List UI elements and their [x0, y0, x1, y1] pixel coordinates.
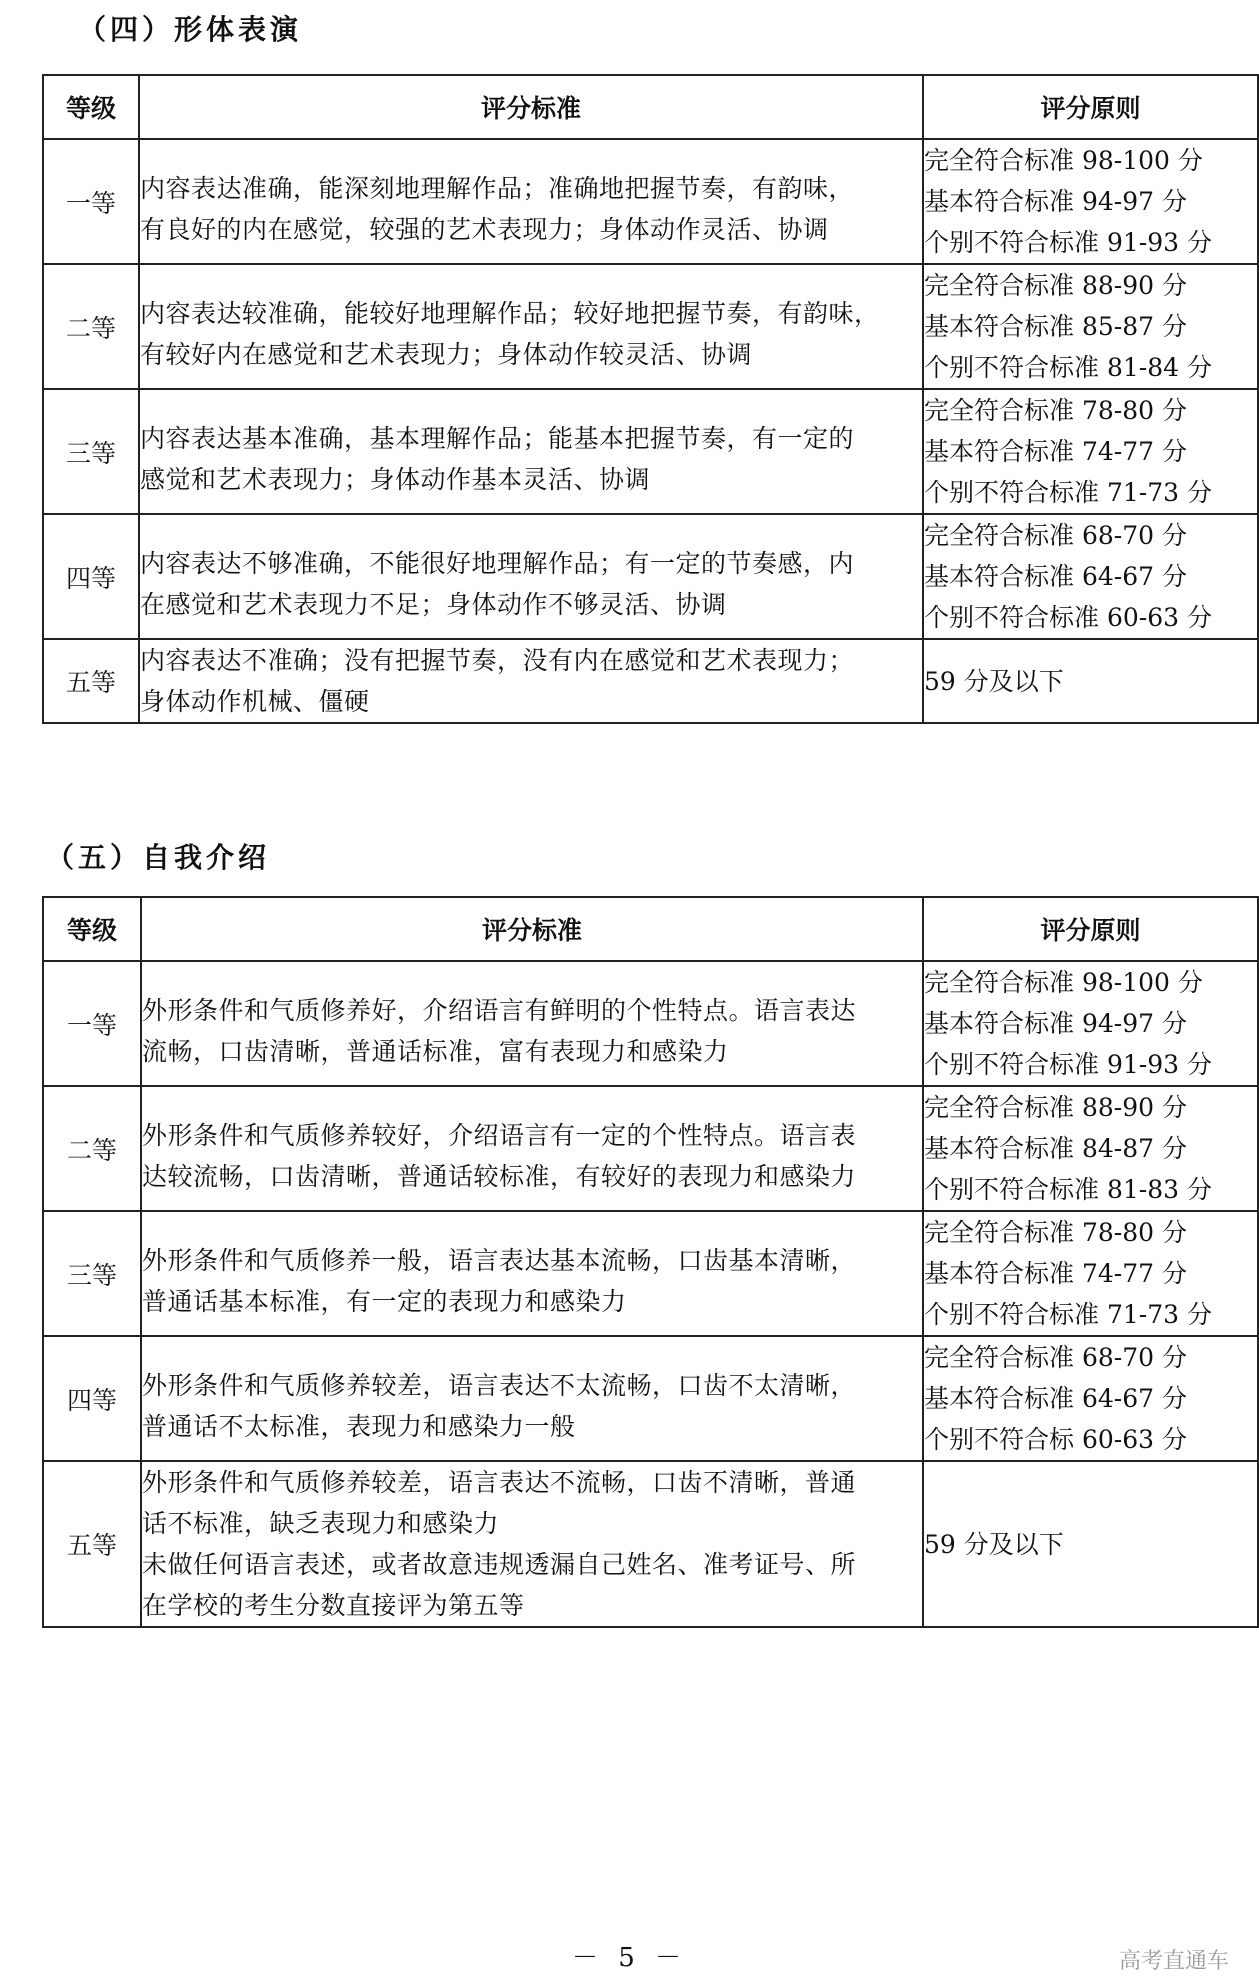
- criteria-line: 身体动作机械、僵硬: [140, 687, 370, 716]
- grade-level: 三等: [43, 1211, 141, 1336]
- grade-principle: [923, 139, 1258, 264]
- grade-criteria: [139, 139, 923, 264]
- criteria-line: 感觉和艺术表现力；身体动作基本灵活、协调: [140, 464, 651, 494]
- grade-criteria: [141, 1211, 923, 1336]
- criteria-line: 在感觉和艺术表现力不足；身体动作不够灵活、协调: [140, 589, 727, 619]
- grade-level: 一等: [43, 139, 139, 264]
- grade-principle: [923, 264, 1258, 389]
- table-header-row: [43, 75, 1258, 139]
- header-level: 等级: [43, 897, 141, 961]
- criteria-line: 有较好内在感觉和艺术表现力；身体动作较灵活、协调: [140, 339, 753, 369]
- header-principle: 评分原则: [923, 897, 1258, 961]
- watermark-text: 高考直通车: [1118, 1949, 1229, 1974]
- principle-line: 基本符合标准 94-97 分: [924, 187, 1187, 216]
- grade-criteria: [141, 1336, 923, 1461]
- principle-line: 个别不符合标准 91-93 分: [924, 228, 1212, 257]
- principle-line: 59 分及以下: [924, 1529, 1064, 1559]
- principle-line: 个别不符合标 60-63 分: [924, 1425, 1187, 1454]
- principle-line: 完全符合标准 88-90 分: [924, 1093, 1187, 1122]
- grade-criteria: [141, 961, 923, 1086]
- principle-line: 基本符合标准 74-77 分: [924, 1259, 1187, 1288]
- header-criteria: 评分标准: [139, 75, 923, 139]
- criteria-line: 外形条件和气质修养较差，语言表达不太流畅，口齿不太清晰，: [142, 1370, 857, 1400]
- principle-line: 基本符合标准 64-67 分: [924, 1384, 1187, 1413]
- principle-line: 完全符合标准 88-90 分: [924, 271, 1187, 300]
- principle-line: 完全符合标准 68-70 分: [924, 1343, 1187, 1372]
- principle-line: 基本符合标准 84-87 分: [924, 1134, 1187, 1163]
- table-header-row: [43, 897, 1258, 961]
- principle-line: 个别不符合标准 91-93 分: [924, 1050, 1212, 1079]
- grade-principle: [923, 1086, 1258, 1211]
- principle-line: 个别不符合标准 81-83 分: [924, 1175, 1212, 1204]
- criteria-line: 内容表达不够准确，不能很好地理解作品；有一定的节奏感，内: [140, 548, 855, 578]
- section-5-table: [42, 896, 1259, 1628]
- principle-line: 完全符合标准 78-80 分: [924, 1218, 1187, 1247]
- header-level: 等级: [43, 75, 139, 139]
- principle-line: 个别不符合标准 60-63 分: [924, 603, 1212, 632]
- criteria-line: 内容表达准确，能深刻地理解作品；准确地把握节奏，有韵味，: [140, 173, 855, 203]
- grade-level: 四等: [43, 514, 139, 639]
- principle-line: 完全符合标准 68-70 分: [924, 521, 1187, 550]
- criteria-line: 普通话不太标准，表现力和感染力一般: [142, 1411, 576, 1441]
- principle-line: 基本符合标准 85-87 分: [924, 312, 1187, 341]
- grade-principle: [923, 1211, 1258, 1336]
- table-row: [43, 514, 1258, 639]
- table-row: [43, 1086, 1258, 1211]
- principle-line: 完全符合标准 98-100 分: [924, 146, 1203, 175]
- criteria-line: 话不标准，缺乏表现力和感染力: [142, 1509, 500, 1538]
- section-4-table: [42, 74, 1259, 724]
- table-row: [43, 389, 1258, 514]
- grade-level: 二等: [43, 264, 139, 389]
- principle-line: 基本符合标准 94-97 分: [924, 1009, 1187, 1038]
- grade-principle: [923, 514, 1258, 639]
- criteria-line: 外形条件和气质修养好，介绍语言有鲜明的个性特点。语言表达: [142, 995, 857, 1025]
- criteria-line: 在学校的考生分数直接评为第五等: [142, 1591, 525, 1620]
- principle-line: 完全符合标准 98-100 分: [924, 968, 1203, 997]
- criteria-line: 内容表达不准确；没有把握节奏，没有内在感觉和艺术表现力；: [140, 646, 855, 675]
- principle-line: 个别不符合标准 71-73 分: [924, 1300, 1212, 1329]
- table-row: [43, 961, 1258, 1086]
- grade-criteria: [141, 1086, 923, 1211]
- grade-principle: [923, 1461, 1258, 1627]
- table-row: [43, 1211, 1258, 1336]
- grade-level: 三等: [43, 389, 139, 514]
- grade-level: 五等: [43, 1461, 141, 1627]
- principle-line: 基本符合标准 74-77 分: [924, 437, 1187, 466]
- criteria-line: 外形条件和气质修养一般，语言表达基本流畅，口齿基本清晰，: [142, 1245, 857, 1275]
- criteria-line: 外形条件和气质修养较差，语言表达不流畅，口齿不清晰，普通: [142, 1468, 857, 1497]
- grade-criteria: [139, 264, 923, 389]
- grade-criteria: [139, 639, 923, 723]
- criteria-line: 内容表达基本准确，基本理解作品；能基本把握节奏，有一定的: [140, 423, 855, 453]
- principle-line: 个别不符合标准 71-73 分: [924, 478, 1212, 507]
- table-row: [43, 1461, 1258, 1627]
- criteria-line: 外形条件和气质修养较好，介绍语言有一定的个性特点。语言表: [142, 1120, 857, 1150]
- criteria-line: 普通话基本标准，有一定的表现力和感染力: [142, 1286, 627, 1316]
- grade-principle: [923, 639, 1258, 723]
- grade-principle: [923, 389, 1258, 514]
- section-5-title: （五）自我介绍: [46, 841, 271, 874]
- principle-line: 基本符合标准 64-67 分: [924, 562, 1187, 591]
- header-criteria: 评分标准: [141, 897, 923, 961]
- section-4-title: （四）形体表演: [78, 13, 303, 46]
- criteria-line: 达较流畅，口齿清晰，普通话较标准，有较好的表现力和感染力: [142, 1161, 857, 1191]
- criteria-line: 有良好的内在感觉，较强的艺术表现力；身体动作灵活、协调: [140, 214, 829, 244]
- grade-level: 一等: [43, 961, 141, 1086]
- grade-criteria: [139, 389, 923, 514]
- table-row: [43, 639, 1258, 723]
- principle-line: 59 分及以下: [924, 666, 1064, 696]
- principle-line: 完全符合标准 78-80 分: [924, 396, 1187, 425]
- header-principle: 评分原则: [923, 75, 1258, 139]
- grade-criteria: [141, 1461, 923, 1627]
- grade-principle: [923, 1336, 1258, 1461]
- grade-criteria: [139, 514, 923, 639]
- page-number: － 5 －: [571, 1943, 688, 1973]
- criteria-line: 内容表达较准确，能较好地理解作品；较好地把握节奏，有韵味，: [140, 298, 880, 328]
- table-row: [43, 1336, 1258, 1461]
- grade-level: 四等: [43, 1336, 141, 1461]
- criteria-line: 未做任何语言表述，或者故意违规透漏自己姓名、准考证号、所: [142, 1550, 857, 1579]
- grade-level: 二等: [43, 1086, 141, 1211]
- grade-principle: [923, 961, 1258, 1086]
- table-row: [43, 264, 1258, 389]
- principle-line: 个别不符合标准 81-84 分: [924, 353, 1212, 382]
- table-row: [43, 139, 1258, 264]
- grade-level: 五等: [43, 639, 139, 723]
- criteria-line: 流畅，口齿清晰，普通话标准，富有表现力和感染力: [142, 1036, 729, 1066]
